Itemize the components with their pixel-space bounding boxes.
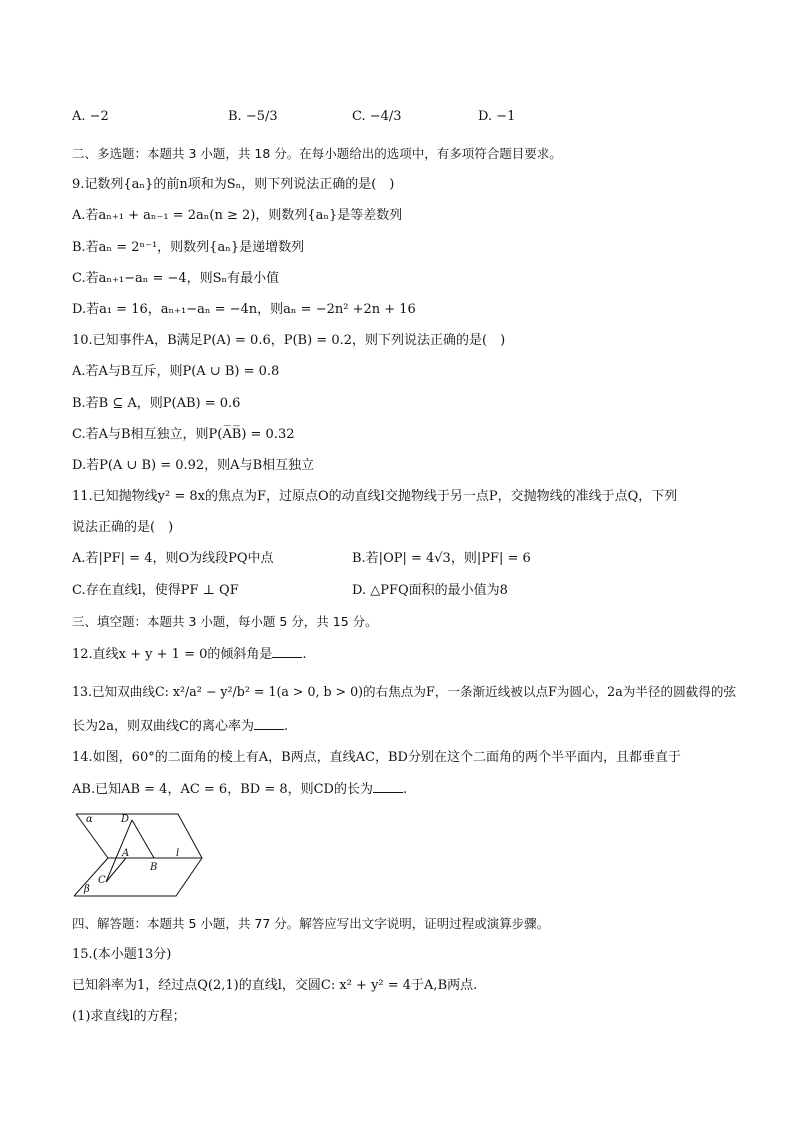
q9-option-d: D.若a₁ = 16，aₙ₊₁−aₙ = −4n，则aₙ = −2n² +2n + 16 xyxy=(72,302,416,317)
label-alpha: α xyxy=(86,814,93,825)
label-B: B xyxy=(150,862,158,873)
q9-stem: 9.记数列{aₙ}的前n项和为Sₙ，则下列说法正确的是( ) xyxy=(72,177,395,192)
plane-beta-edge xyxy=(74,858,202,896)
q14-text: AB.已知AB = 4，AC = 6，BD = 8，则CD的长为 xyxy=(72,782,373,797)
label-D: D xyxy=(121,814,130,825)
segment-AC xyxy=(106,858,126,882)
q8-option-b: B. −5/3 xyxy=(228,109,278,124)
q12-end: . xyxy=(302,647,307,662)
q10-stem: 10.已知事件A，B满足P(A) = 0.6，P(B) = 0.2，则下列说法正确的是( ) xyxy=(72,333,506,348)
dihedral-angle-figure xyxy=(68,810,213,900)
q13-answer-blank[interactable] xyxy=(254,717,284,730)
q11-option-d: D. △PFQ面积的最小值为8 xyxy=(352,583,508,598)
q11-option-a: A.若|PF| = 4，则O为线段PQ中点 xyxy=(72,551,274,566)
q13-line1: 13.已知双曲线C: x²/a² − y²/b² = 1(a > 0, b > 0)的右焦点为F，一条渐近线被以点F为圆心，2a为半径的圆截得的弦 xyxy=(72,684,737,699)
label-beta: β xyxy=(84,884,90,895)
q13-line2 xyxy=(72,717,288,736)
q14-end: . xyxy=(402,782,408,797)
q13-end: . xyxy=(283,719,289,734)
label-C: C xyxy=(98,875,106,886)
q11-stem-line2: 说法正确的是( ) xyxy=(72,520,174,535)
q15-stem: 已知斜率为1，经过点Q(2,1)的直线l，交圆C: x² + y² = 4于A,B两点. xyxy=(72,978,478,993)
q8-option-a: A. −2 xyxy=(72,109,109,124)
label-A: A xyxy=(122,848,130,859)
q10-option-d: D.若P(A ∪ B) = 0.92，则A与B相互独立 xyxy=(72,458,315,473)
q15-part1: (1)求直线l的方程； xyxy=(72,1009,186,1024)
plane-alpha-edge xyxy=(76,814,202,858)
label-l: l xyxy=(176,848,180,859)
section-heading-fill-in: 三、填空题：本题共 3 小题，每小题 5 分，共 15 分。 xyxy=(72,614,378,629)
section-heading-multiple-choice: 二、多选题：本题共 3 小题，共 18 分。在每小题给出的选项中，有多项符合题目要求。 xyxy=(72,146,562,161)
q14-line1: 14.如图，60°的二面角的棱上有A，B两点，直线AC，BD分别在这个二面角的两个半平面内，且都垂直于 xyxy=(72,750,681,765)
segment-BD xyxy=(132,820,154,858)
q12-answer-blank[interactable] xyxy=(272,645,302,658)
q11-stem-line1: 11.已知抛物线y² = 8x的焦点为F，过原点O的动直线l交抛物线于另一点P，交抛物线的准线于点Q，下列 xyxy=(72,489,678,504)
q10-option-a: A.若A与B互斥，则P(A ∪ B) = 0.8 xyxy=(72,364,280,379)
q10-option-b: B.若B ⊆ A，则P(AB) = 0.6 xyxy=(72,396,241,411)
q10-option-c: C.若A与B相互独立，则P(A̅B̅) = 0.32 xyxy=(72,427,295,442)
q8-option-d: D. −1 xyxy=(478,109,516,124)
q14-line2 xyxy=(72,780,407,799)
q9-option-b: B.若aₙ = 2ⁿ⁻¹，则数列{aₙ}是递增数列 xyxy=(72,240,305,255)
section-heading-solution: 四、解答题：本题共 5 小题，共 77 分。解答应写出文字说明，证明过程或演算步骤。 xyxy=(72,916,550,931)
q15-title: 15.(本小题13分) xyxy=(72,947,172,962)
q11-option-c: C.存在直线l，使得PF ⊥ QF xyxy=(72,583,239,598)
q9-option-a: A.若aₙ₊₁ + aₙ₋₁ = 2aₙ(n ≥ 2)，则数列{aₙ}是等差数列 xyxy=(72,208,403,223)
q11-option-b: B.若|OP| = 4√3，则|PF| = 6 xyxy=(352,551,531,566)
q9-option-c: C.若aₙ₊₁−aₙ = −4，则Sₙ有最小值 xyxy=(72,271,280,286)
q12 xyxy=(72,645,307,664)
q14-answer-blank[interactable] xyxy=(373,780,403,793)
q13-text: 长为2a，则双曲线C的离心率为 xyxy=(72,719,254,734)
q12-text: 12.直线x + y + 1 = 0的倾斜角是 xyxy=(72,647,273,662)
q8-option-c: C. −4/3 xyxy=(352,109,402,124)
